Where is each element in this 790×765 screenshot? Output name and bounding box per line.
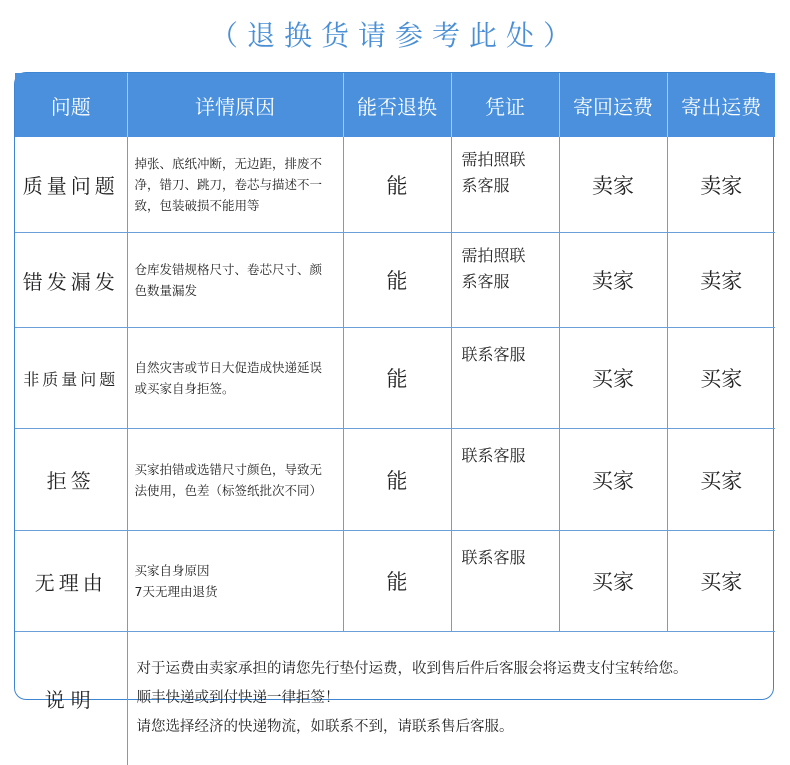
returnable-cell: 能 <box>343 429 451 531</box>
header-send-shipping: 寄出运费 <box>667 73 775 137</box>
note-line: 请您选择经济的快递物流，如联系不到，请联系售后客服。 <box>137 713 766 742</box>
header-proof: 凭证 <box>451 73 559 137</box>
detail-line: 掉张、底纸冲断，无边距，排废不 <box>135 153 337 174</box>
issue-cell: 拒签 <box>15 429 127 531</box>
detail-cell <box>127 137 343 233</box>
return-shipping-cell: 买家 <box>559 328 667 429</box>
proof-line: 需拍照联 <box>462 243 551 269</box>
return-policy-table <box>14 72 774 700</box>
detail-cell <box>127 531 343 632</box>
table-row <box>15 429 775 531</box>
detail-line: 7天无理由退货 <box>135 581 337 602</box>
return-shipping-cell: 买家 <box>559 429 667 531</box>
returnable-cell: 能 <box>343 328 451 429</box>
detail-line: 色数量漏发 <box>135 280 337 301</box>
return-shipping-cell: 买家 <box>559 531 667 632</box>
return-shipping-cell: 卖家 <box>559 137 667 233</box>
note-row <box>15 632 775 765</box>
detail-line: 买家拍错或选错尺寸颜色，导致无 <box>135 459 337 480</box>
detail-line: 仓库发错规格尺寸、卷芯尺寸、颜 <box>135 259 337 280</box>
header-return-shipping: 寄回运费 <box>559 73 667 137</box>
page-title: （退换货请参考此处） <box>0 14 790 54</box>
header-detail: 详情原因 <box>127 73 343 137</box>
detail-cell <box>127 233 343 328</box>
send-shipping-cell: 卖家 <box>667 137 775 233</box>
returnable-cell: 能 <box>343 137 451 233</box>
detail-line: 买家自身原因 <box>135 560 337 581</box>
detail-cell <box>127 328 343 429</box>
table-row <box>15 328 775 429</box>
note-label: 说明 <box>15 632 127 765</box>
issue-cell: 错发漏发 <box>15 233 127 328</box>
proof-cell <box>451 328 559 429</box>
send-shipping-cell: 卖家 <box>667 233 775 328</box>
proof-cell <box>451 531 559 632</box>
table-row <box>15 531 775 632</box>
table-header-row <box>15 73 775 137</box>
return-shipping-cell: 卖家 <box>559 233 667 328</box>
proof-line: 联系客服 <box>462 443 551 469</box>
send-shipping-cell: 买家 <box>667 328 775 429</box>
issue-cell: 非质量问题 <box>15 328 127 429</box>
detail-line: 法使用，色差（标签纸批次不同） <box>135 480 337 501</box>
detail-line: 致，包装破损不能用等 <box>135 195 337 216</box>
proof-cell <box>451 429 559 531</box>
table-row <box>15 137 775 233</box>
proof-line: 系客服 <box>462 269 551 295</box>
table-row <box>15 233 775 328</box>
detail-line: 净，错刀、跳刀，卷芯与描述不一 <box>135 174 337 195</box>
proof-cell <box>451 233 559 328</box>
header-issue: 问题 <box>15 73 127 137</box>
send-shipping-cell: 买家 <box>667 429 775 531</box>
note-line: 顺丰快递或到付快递一律拒签！ <box>137 684 766 713</box>
returnable-cell: 能 <box>343 233 451 328</box>
note-content <box>127 632 775 765</box>
note-line: 对于运费由卖家承担的请您先行垫付运费，收到售后件后客服会将运费支付宝转给您。 <box>137 655 766 684</box>
issue-cell: 无理由 <box>15 531 127 632</box>
proof-line: 需拍照联 <box>462 147 551 173</box>
header-returnable: 能否退换 <box>343 73 451 137</box>
returnable-cell: 能 <box>343 531 451 632</box>
detail-line: 自然灾害或节日大促造成快递延误 <box>135 357 337 378</box>
proof-line: 系客服 <box>462 173 551 199</box>
proof-line: 联系客服 <box>462 342 551 368</box>
send-shipping-cell: 买家 <box>667 531 775 632</box>
detail-line: 或买家自身拒签。 <box>135 378 337 399</box>
issue-cell: 质量问题 <box>15 137 127 233</box>
detail-cell <box>127 429 343 531</box>
proof-cell <box>451 137 559 233</box>
proof-line: 联系客服 <box>462 545 551 571</box>
